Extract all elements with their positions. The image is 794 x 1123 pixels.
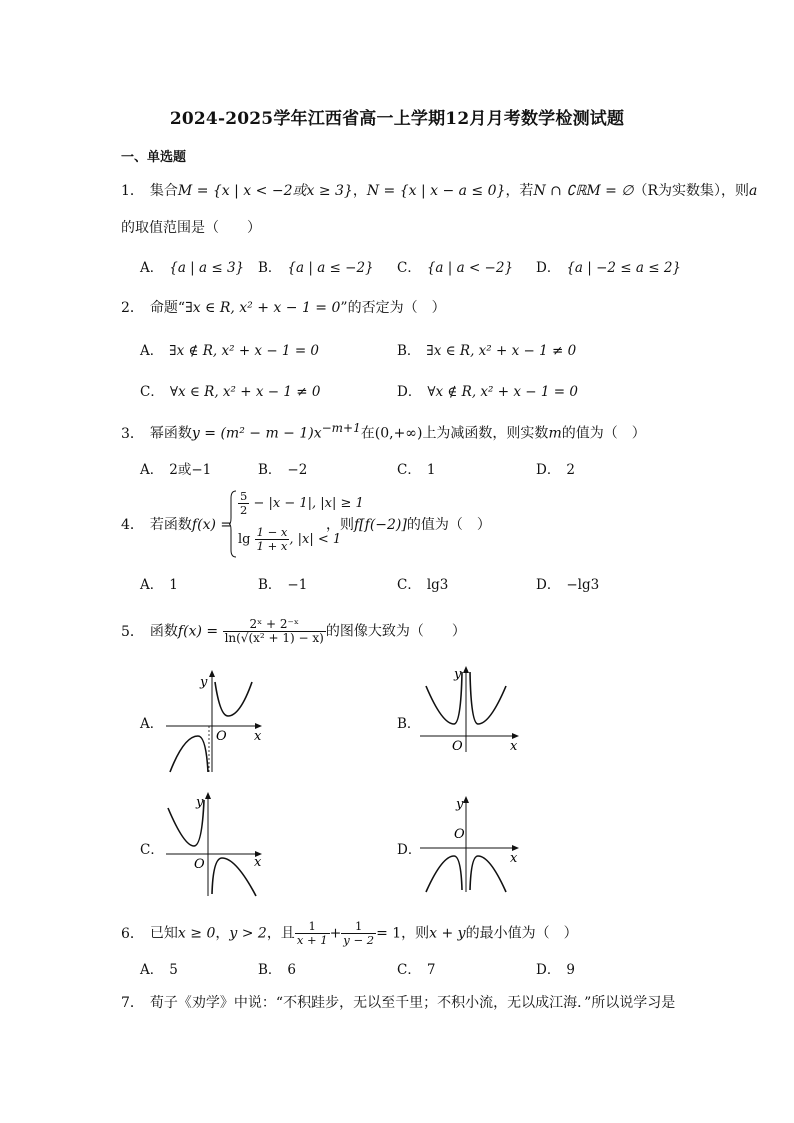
option-text: −2 (287, 462, 308, 478)
option-a[interactable] (140, 256, 244, 276)
numerator: 5 (240, 489, 248, 503)
option-a[interactable] (140, 339, 319, 359)
math-expression: f[f(−2)] (354, 517, 407, 533)
option-d[interactable] (536, 958, 575, 978)
y-axis-label: y (454, 667, 462, 682)
question-text: 的最小值为（ ） (465, 925, 578, 942)
option-text: −lg3 (566, 577, 600, 593)
option-label: D． (397, 384, 422, 400)
question-number: 2． (121, 300, 144, 316)
option-label: B． (397, 343, 421, 359)
x-axis-label: x (254, 729, 262, 744)
option-c[interactable] (397, 573, 448, 593)
math-exponent: −m+1 (321, 421, 361, 435)
question-number: 5． (121, 623, 144, 640)
case-condition: − |x − 1|, |x| ≥ 1 (253, 496, 364, 511)
math-var: a (749, 183, 758, 199)
y-axis-arrow (463, 666, 469, 673)
option-text: ∀x ∈ R, x² + x − 1 ≠ 0 (169, 384, 321, 400)
curve-right (470, 856, 506, 892)
question-text: 荀子《劝学》中说：“不积跬步，无以至千里；不积小流，无以成江海．”所以说学习是 (149, 995, 676, 1011)
option-label: D． (536, 462, 561, 478)
option-label: C． (397, 962, 421, 978)
fraction (223, 618, 326, 645)
option-label: D． (536, 260, 561, 276)
math-condition: x ≥ 0 (177, 925, 216, 942)
question-7 (121, 992, 675, 1012)
option-text: ∀x ∉ R, x² + x − 1 = 0 (427, 384, 578, 400)
option-label: B． (258, 260, 282, 276)
option-label: B． (258, 462, 282, 478)
denominator: 1 + x (256, 539, 288, 553)
option-text: {a | a ≤ 3} (169, 260, 245, 276)
option-c[interactable] (140, 380, 320, 400)
question-text: ”的否定为（ ） (340, 300, 446, 316)
option-text: {a | a < −2} (426, 260, 514, 276)
option-d[interactable] (536, 256, 681, 276)
option-label: C． (397, 577, 421, 593)
option-a[interactable] (140, 573, 178, 593)
y-axis-arrow (205, 792, 211, 799)
option-text: 7 (426, 962, 436, 978)
math-condition: N ∩ ∁ℝM = ∅ (533, 183, 634, 199)
graph-option-b-label[interactable]: B． (397, 716, 421, 732)
option-label: D． (536, 962, 561, 978)
option-c[interactable] (397, 256, 513, 276)
question-number: 1． (121, 183, 144, 199)
option-label: D． (536, 577, 561, 593)
option-c[interactable] (397, 458, 435, 478)
question-2 (121, 297, 446, 317)
math-var: m (548, 425, 562, 442)
option-text: 6 (287, 962, 297, 978)
option-label: A． (140, 577, 164, 593)
option-a[interactable] (140, 458, 211, 478)
fraction (295, 920, 330, 947)
origin-label: O (454, 827, 465, 842)
option-label: C． (140, 384, 164, 400)
question-number: 6． (121, 925, 144, 942)
question-6 (121, 920, 578, 947)
option-text: 2或−1 (169, 462, 212, 478)
question-5 (121, 618, 466, 645)
option-label: B． (258, 577, 282, 593)
option-b[interactable] (258, 573, 307, 593)
curve-right (470, 672, 506, 724)
option-d[interactable] (536, 573, 599, 593)
option-text: −1 (287, 577, 308, 593)
x-axis-label: x (510, 739, 518, 754)
option-text: 1 (426, 462, 436, 478)
origin-label: O (194, 857, 205, 872)
option-label: A． (140, 962, 164, 978)
question-text: 幂函数 (149, 425, 192, 442)
question-text: 集合 (149, 183, 178, 199)
y-axis-label: y (456, 797, 464, 812)
y-axis-arrow (209, 670, 215, 677)
graph-option-a[interactable] (162, 664, 270, 776)
page-title: 2024-2025学年江西省高一上学期12月月考数学检测试题 (169, 109, 625, 129)
piecewise-brace (229, 490, 237, 558)
denominator: x + 1 (296, 933, 328, 947)
question-text: 的图像大致为（ ） (325, 623, 466, 640)
question-text: 函数 (149, 623, 178, 640)
graph-option-a-label[interactable]: A． (140, 716, 164, 732)
y-axis-arrow (463, 796, 469, 803)
numerator: 2ˣ + 2⁻ˣ (223, 618, 326, 632)
equals: = 1 (376, 925, 402, 942)
fraction (238, 490, 249, 517)
question-4 (121, 514, 232, 534)
question-text: ， (352, 183, 367, 199)
option-text: 5 (169, 962, 178, 978)
question-text: ，则 (401, 925, 430, 942)
numerator: 1 (295, 920, 330, 934)
graph-option-d[interactable] (416, 790, 526, 896)
option-b[interactable] (397, 339, 576, 359)
y-axis-label: y (200, 675, 208, 690)
question-text: 在 (360, 425, 375, 442)
graph-option-c[interactable] (162, 786, 270, 900)
curve-right (212, 858, 256, 896)
option-b[interactable] (258, 256, 374, 276)
option-c[interactable] (397, 958, 435, 978)
question-number: 3． (121, 425, 144, 442)
fraction (341, 920, 376, 947)
math-function-name: f(x) = (177, 623, 219, 640)
numerator: 1 (341, 920, 376, 934)
curve-left (426, 856, 462, 892)
question-4-tail (326, 514, 491, 534)
question-1-line-2: 的取值范围是（ ） (121, 220, 261, 236)
x-axis-label: x (254, 855, 262, 870)
option-label: C． (397, 462, 421, 478)
question-text: ，且 (266, 925, 295, 942)
denominator: 2 (240, 503, 248, 517)
question-text: 命题“ (149, 300, 186, 316)
curve-left (170, 736, 208, 772)
denominator: ln(√(x² + 1) − x) (224, 631, 324, 645)
x-axis-label: x (510, 851, 518, 866)
math-function-name: f(x) = (191, 517, 233, 533)
graph-option-b[interactable] (416, 660, 526, 756)
math-set-m: M = {x | x < −2或x ≥ 3} (177, 183, 353, 199)
graph-option-c-label[interactable]: C． (140, 842, 164, 858)
plus-sign: + (329, 925, 342, 942)
option-label: B． (258, 962, 282, 978)
question-3 (121, 421, 646, 443)
option-text: lg3 (426, 577, 449, 593)
question-1 (121, 180, 757, 200)
log-prefix: lg (238, 532, 251, 547)
question-text: ，若 (505, 183, 534, 199)
question-text: ，则 (326, 517, 354, 533)
question-text: （R为实数集），则 (633, 183, 750, 199)
question-text: ， (215, 925, 230, 942)
option-text: {a | a ≤ −2} (287, 260, 374, 276)
origin-label: O (216, 729, 227, 744)
question-text: 上为减函数，则实数 (422, 425, 549, 442)
math-proposition: ∃x ∈ R, x² + x − 1 = 0 (185, 300, 341, 316)
curve-right (215, 682, 252, 716)
numerator: 1 − x (256, 525, 288, 539)
math-function: y = (m² − m − 1)x (191, 425, 322, 442)
question-number: 4． (121, 517, 144, 533)
option-text: 9 (566, 962, 575, 978)
question-text: 的值为（ ） (561, 425, 646, 442)
option-d[interactable] (536, 458, 575, 478)
option-label: C． (397, 260, 421, 276)
question-text: 已知 (149, 925, 178, 942)
question-text: 的值为（ ） (406, 517, 491, 533)
graph-option-d-label[interactable]: D． (397, 842, 422, 858)
math-set-n: N = {x | x − a ≤ 0} (366, 183, 506, 199)
option-b[interactable] (258, 958, 296, 978)
option-text: 2 (566, 462, 575, 478)
option-text: 1 (169, 577, 178, 593)
math-expression: x + y (429, 925, 466, 942)
case-condition: , |x| < 1 (289, 532, 342, 547)
question-text: 若函数 (149, 517, 192, 533)
piecewise-case-1 (238, 490, 364, 517)
option-text: ∃x ∈ R, x² + x − 1 ≠ 0 (426, 343, 577, 359)
option-label: A． (140, 343, 164, 359)
question-number: 7． (121, 995, 144, 1011)
option-text: ∃x ∉ R, x² + x − 1 = 0 (169, 343, 320, 359)
math-condition: y > 2 (229, 925, 267, 942)
option-a[interactable] (140, 958, 178, 978)
option-d[interactable] (397, 380, 578, 400)
section-heading: 一、单选题 (121, 150, 187, 165)
origin-label: O (452, 739, 463, 754)
option-label: A． (140, 462, 164, 478)
denominator: y − 2 (343, 933, 375, 947)
option-b[interactable] (258, 458, 307, 478)
math-interval: (0,+∞) (374, 425, 423, 442)
option-label: A． (140, 260, 164, 276)
y-axis-label: y (196, 795, 204, 810)
option-text: {a | −2 ≤ a ≤ 2} (566, 260, 682, 276)
fraction (255, 526, 290, 553)
